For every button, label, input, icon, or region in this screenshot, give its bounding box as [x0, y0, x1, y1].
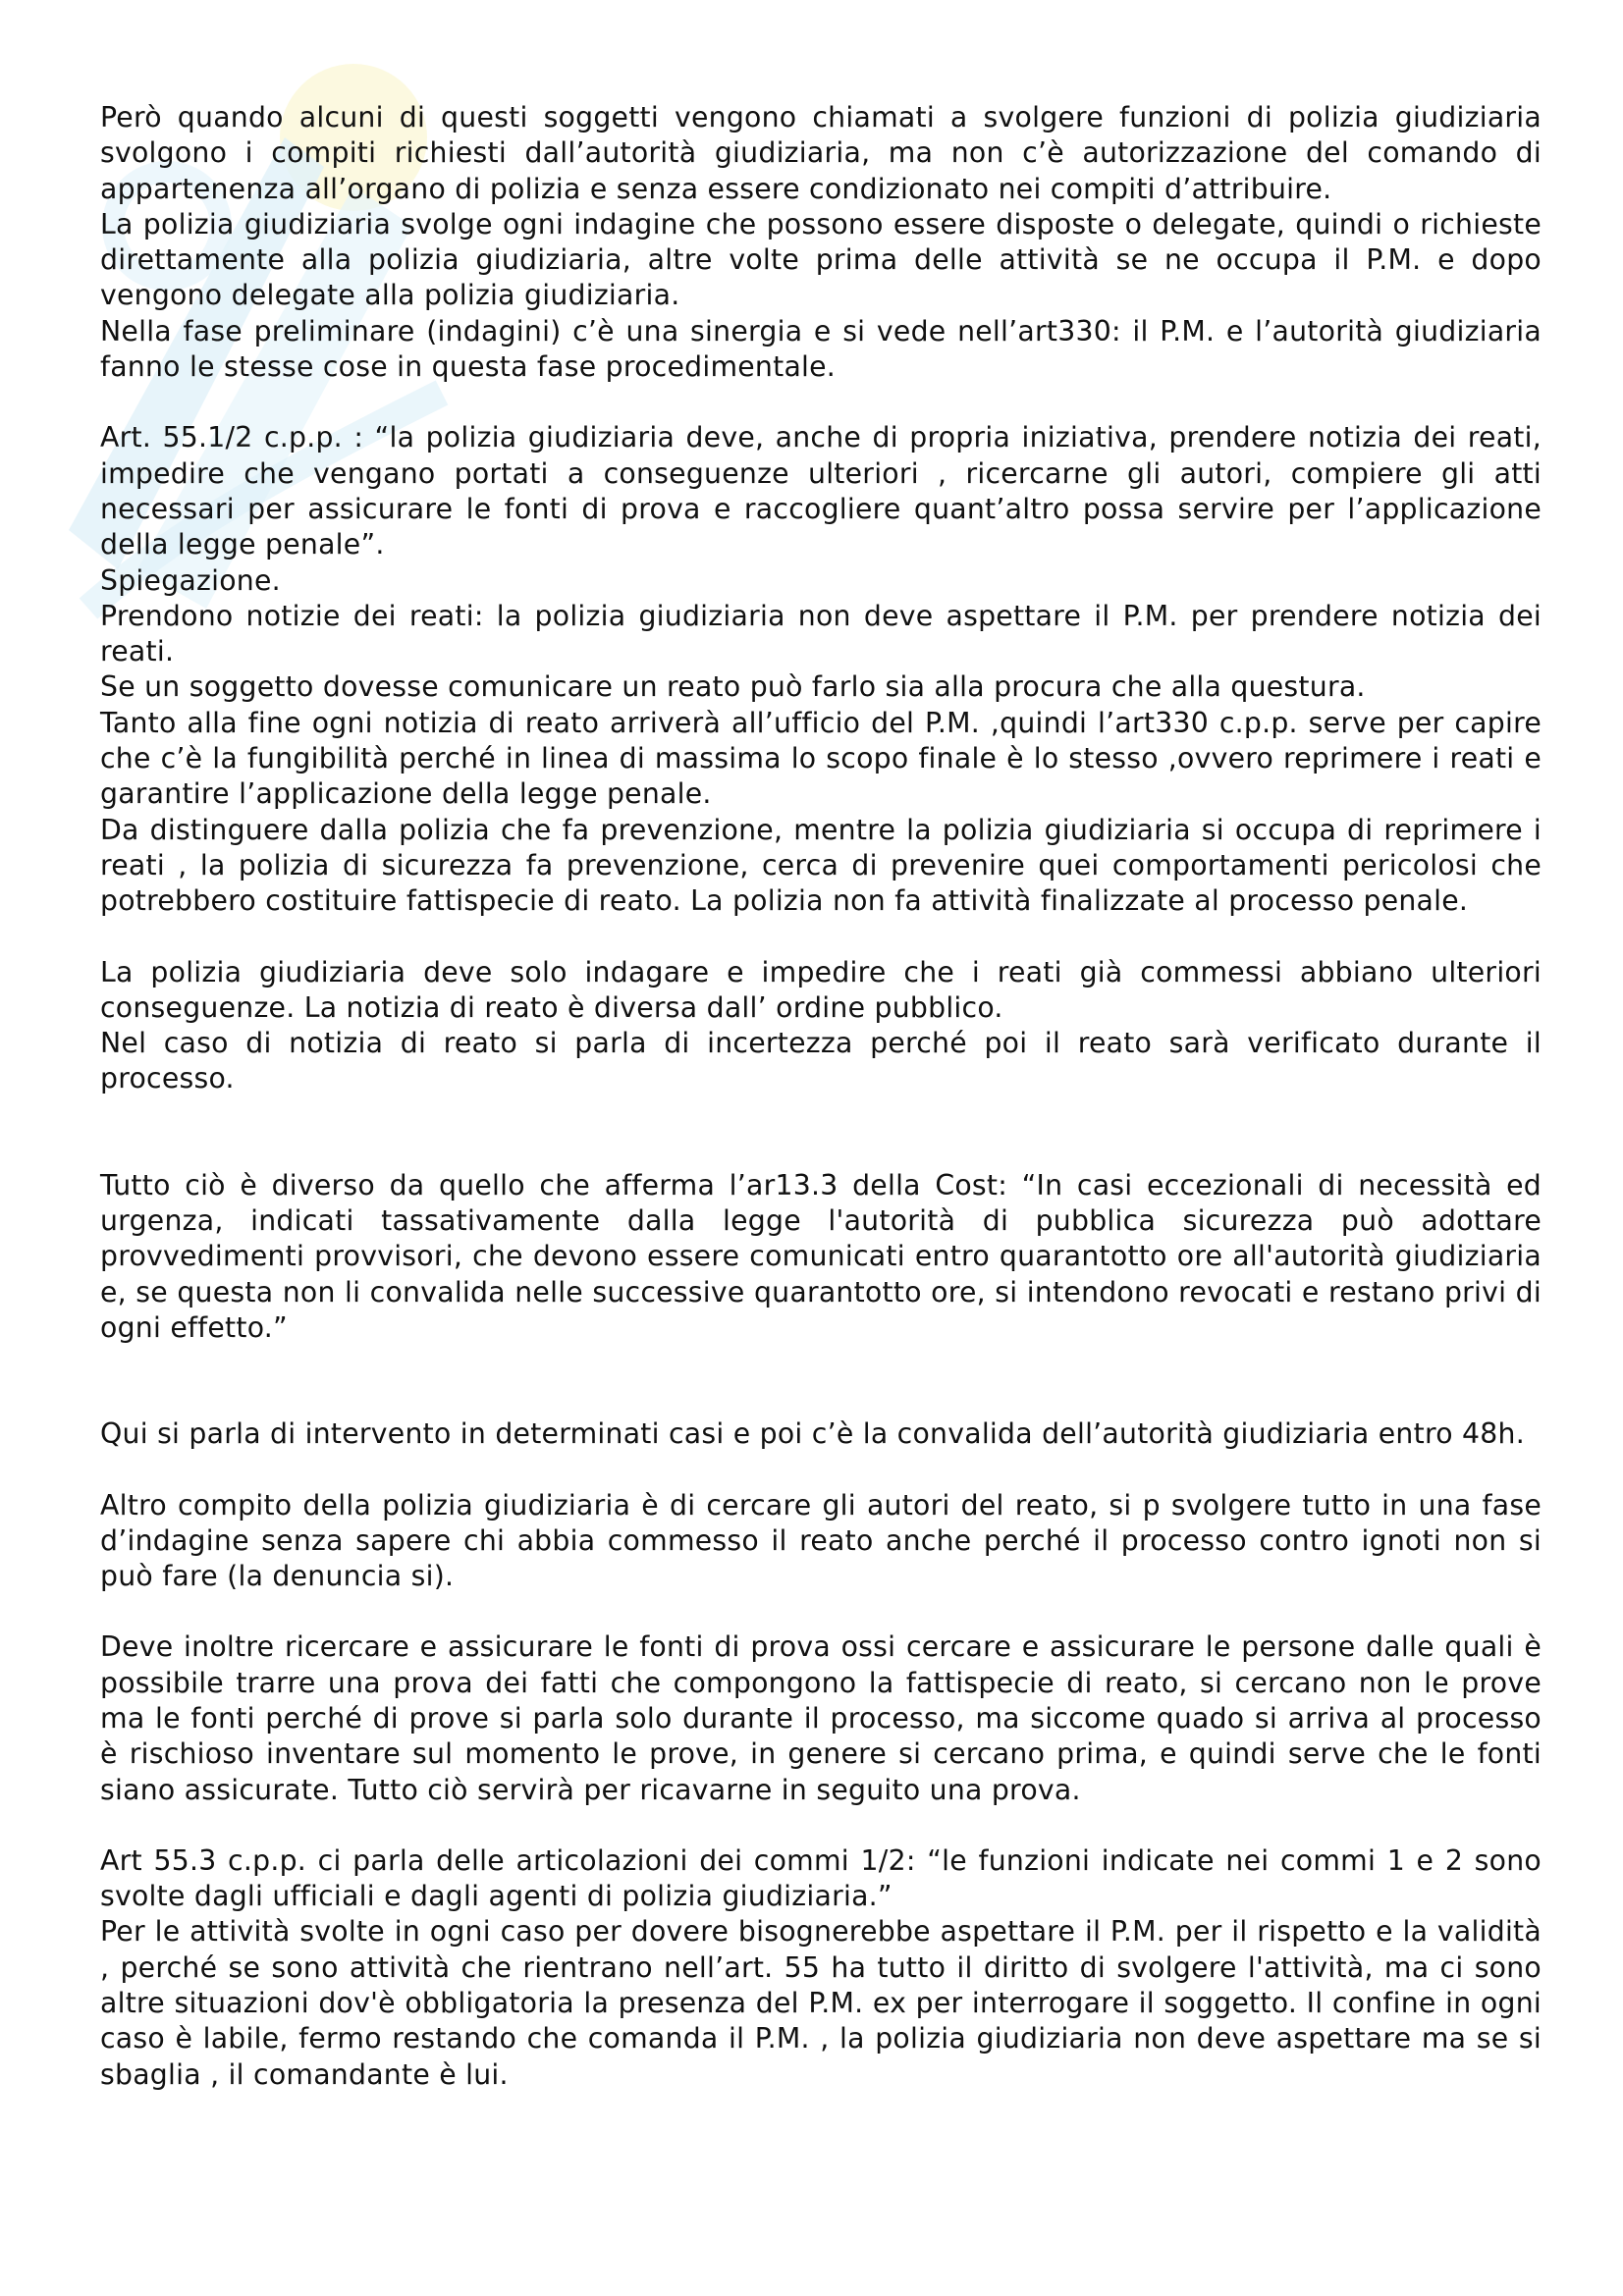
- spacer: [100, 920, 1542, 955]
- paragraph: La polizia giudiziaria deve solo indagare e impedire che i reati già commessi abbiano ulteriori conseguenze. La notizia di reato è diversa dall’ ordine pubblico.: [100, 955, 1542, 1024]
- spacer: [100, 1346, 1542, 1416]
- spacer: [100, 1453, 1542, 1488]
- spacer: [100, 1594, 1542, 1629]
- paragraph: Per le attività svolte in ogni caso per dovere bisognerebbe aspettare il P.M. per il rispetto e la validità , perché se sono attività che rientrano nell’art. 55 ha tutto il diritto di svolgere l'attività, ma ci sono altre situazioni dov'è obbligatoria la presenza del P.M. ex per interrogare il soggetto. Il confine in ogni caso è labile, fermo restando che comanda il P.M. , la polizia giudiziaria non deve aspettare ma se si sbaglia , il comandante è lui.: [100, 1915, 1542, 2091]
- paragraph: Prendono notizie dei reati: la polizia giudiziaria non deve aspettare il P.M. per prendere notizia dei reati.: [100, 599, 1542, 668]
- paragraph: Tanto alla fine ogni notizia di reato arriverà all’ufficio del P.M. ,quindi l’art330 c.p.p. serve per capire che c’è la fungibilità perché in linea di massima lo scopo finale è lo stesso ,ovvero reprimere i reati e garantire l’applicazione della legge penale.: [100, 706, 1542, 811]
- paragraph: Art. 55.1/2 c.p.p. : “la polizia giudiziaria deve, anche di propria iniziativa, prendere notizia dei reati, impedire che vengano portati a conseguenze ulteriori , ricercarne gli autori, compiere gli atti necessari per assicurare le fonti di prova e raccogliere quant’altro possa servire per l’applicazione della legge penale”.: [100, 421, 1542, 561]
- paragraph: Nella fase preliminare (indagini) c’è una sinergia e si vede nell’art330: il P.M. e l’autorità giudiziaria fanno le stesse cose in questa fase procedimentale.: [100, 314, 1542, 384]
- document-body: [100, 100, 1542, 2093]
- paragraph: Però quando alcuni di questi soggetti vengono chiamati a svolgere funzioni di polizia giudiziaria svolgono i compiti richiesti dall’autorità giudiziaria, ma non c’è autorizzazione del comando di appartenenza all’organo di polizia e senza essere condizionato nei compiti d’attribuire.: [100, 101, 1542, 205]
- paragraph: La polizia giudiziaria svolge ogni indagine che possono essere disposte o delegate, quindi o richieste direttamente alla polizia giudiziaria, altre volte prima delle attività se ne occupa il P.M. e dopo vengono delegate alla polizia giudiziaria.: [100, 207, 1542, 312]
- paragraph: Deve inoltre ricercare e assicurare le fonti di prova ossi cercare e assicurare le persone dalle quali è possibile trarre una prova dei fatti che compongono la fattispecie di reato, si cercano non le prove ma le fonti perché di prove si parla solo durante il processo, ma siccome quado si arriva al processo è rischioso inventare sul momento le prove, in genere si cercano prima, e quindi serve che le fonti siano assicurate. Tutto ciò servirà per ricavarne in seguito una prova.: [100, 1630, 1542, 1806]
- paragraph: Altro compito della polizia giudiziaria è di cercare gli autori del reato, si p svolgere tutto in una fase d’indagine senza sapere chi abbia commesso il reato anche perché il processo contro ignoti non si può fare (la denuncia si).: [100, 1488, 1542, 1593]
- spacer: [100, 385, 1542, 420]
- paragraph: Se un soggetto dovesse comunicare un reato può farlo sia alla procura che alla questura.: [100, 670, 1366, 704]
- paragraph: Art 55.3 c.p.p. ci parla delle articolazioni dei commi 1/2: “le funzioni indicate nei commi 1 e 2 sono svolte dagli ufficiali e dagli agenti di polizia giudiziaria.”: [100, 1843, 1542, 1913]
- paragraph: Tutto ciò è diverso da quello che afferma l’ar13.3 della Cost: “In casi eccezionali di necessità ed urgenza, indicati tassativamente dalla legge l'autorità di pubblica sicurezza può adottare provvedimenti provvisori, che devono essere comunicati entro quarantotto ore all'autorità giudiziaria e, se questa non li convalida nelle successive quarantotto ore, si intendono revocati e restano privi di ogni effetto.”: [100, 1168, 1542, 1344]
- paragraph: Da distinguere dalla polizia che fa prevenzione, mentre la polizia giudiziaria si occupa di reprimere i reati , la polizia di sicurezza fa prevenzione, cerca di prevenire quei comportamenti pericolosi che potrebbero costituire fattispecie di reato. La polizia non fa attività finalizzate al processo penale.: [100, 813, 1542, 918]
- spacer: [100, 1097, 1542, 1168]
- spacer: [100, 1808, 1542, 1843]
- paragraph: Qui si parla di intervento in determinati casi e poi c’è la convalida dell’autorità giudiziaria entro 48h.: [100, 1417, 1525, 1451]
- paragraph: Spiegazione.: [100, 563, 281, 597]
- paragraph: Nel caso di notizia di reato si parla di incertezza perché poi il reato sarà verificato durante il processo.: [100, 1027, 1542, 1095]
